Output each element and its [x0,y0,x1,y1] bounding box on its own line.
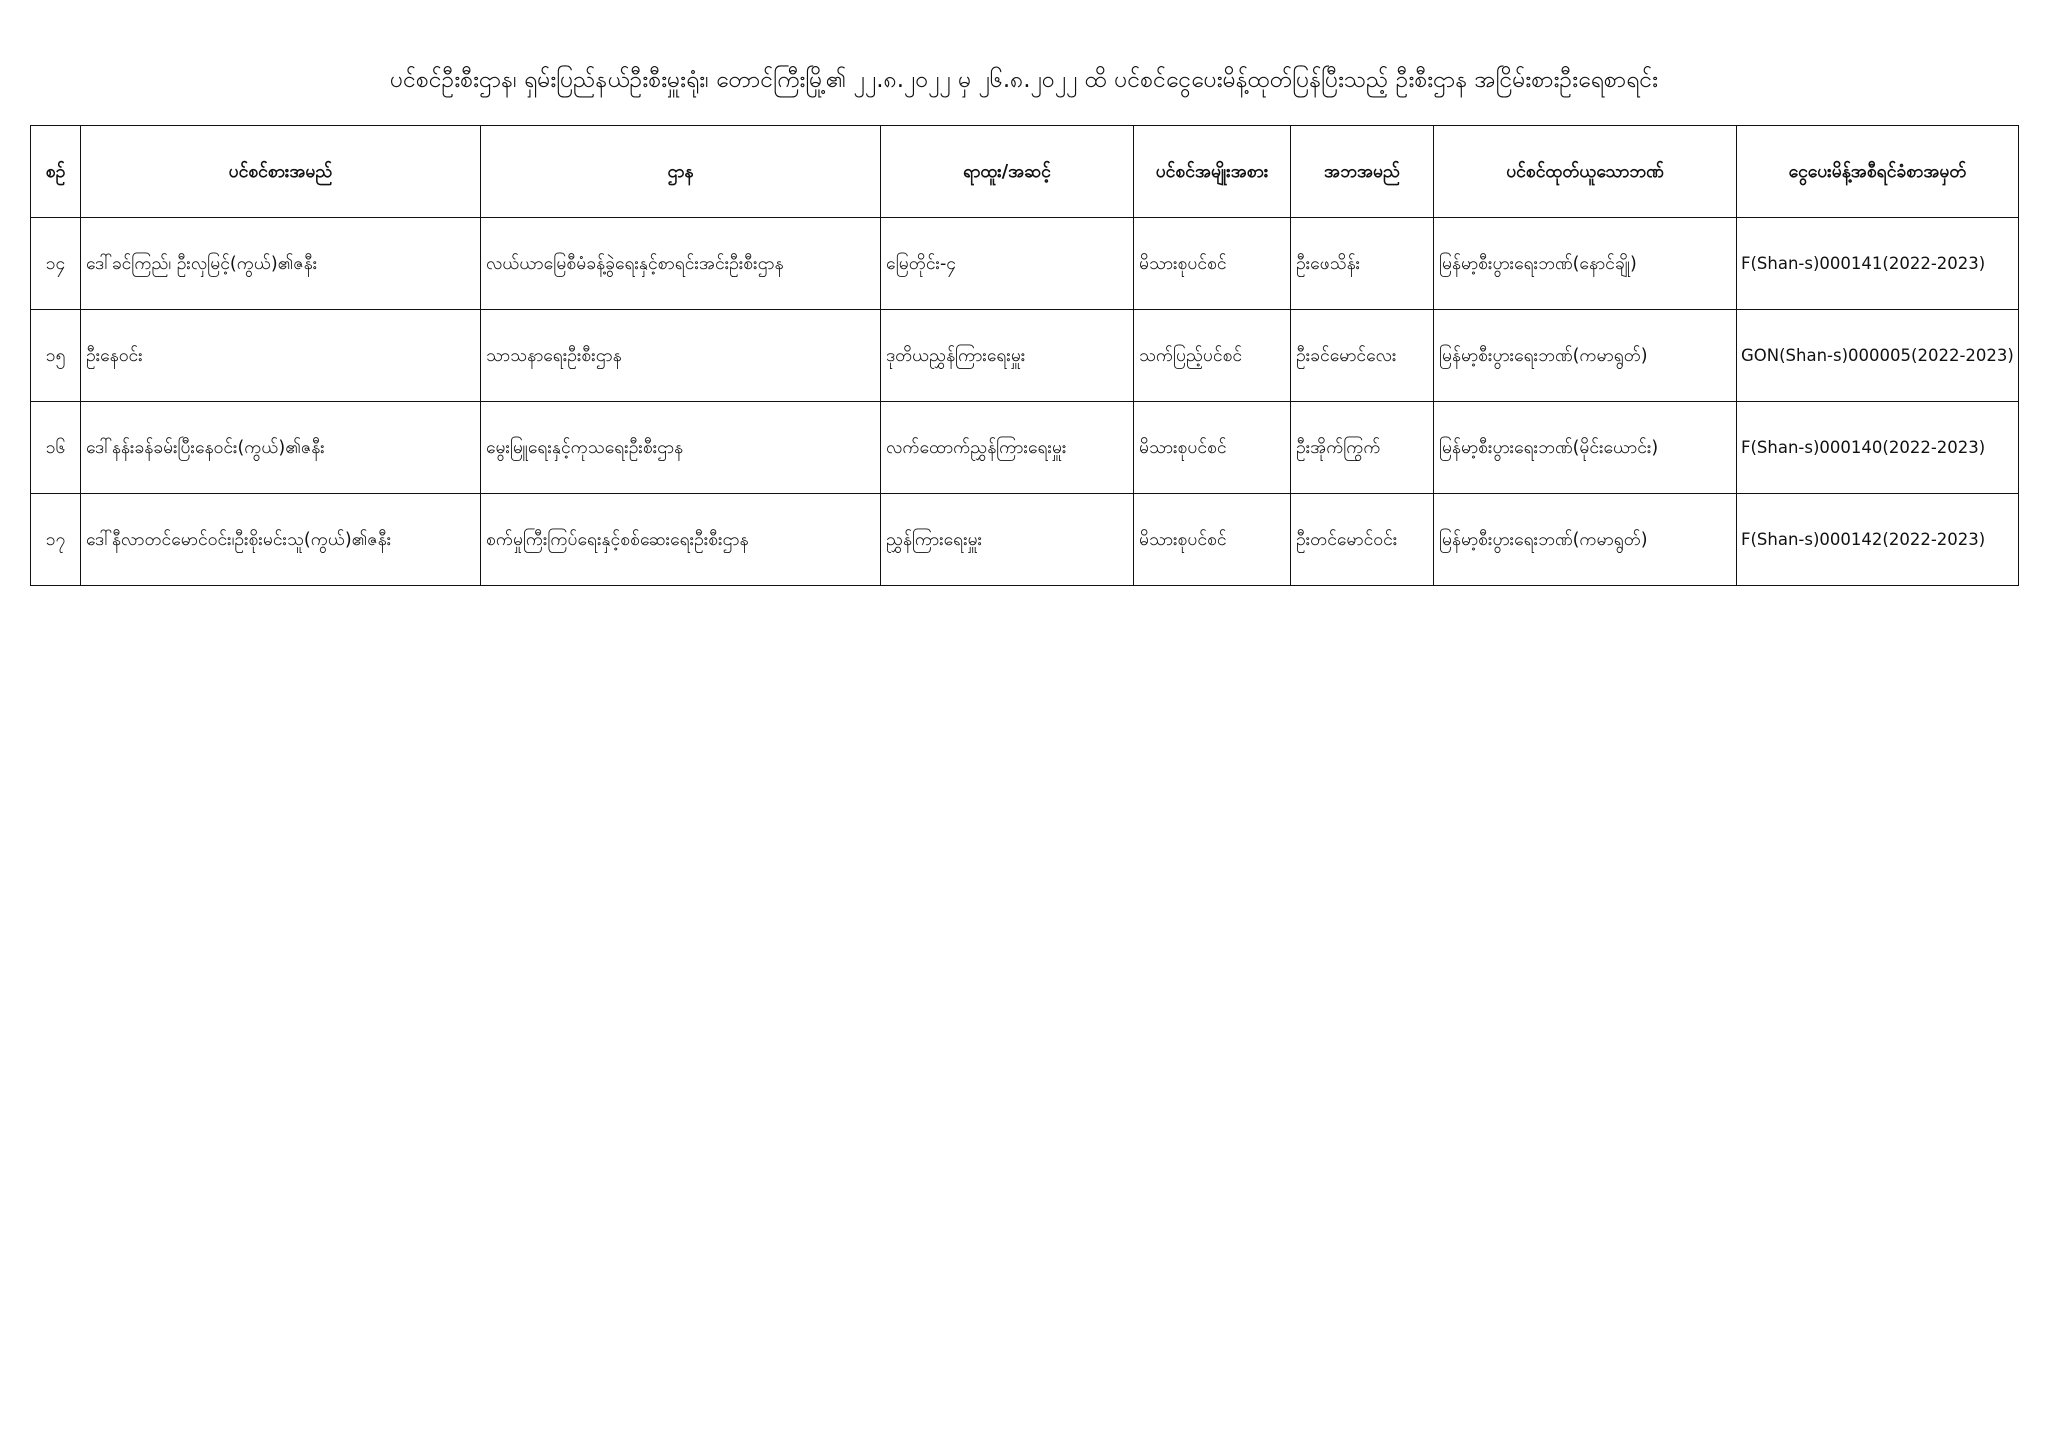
document-title: ပင်စင်ဦးစီးဌာန၊ ရှမ်းပြည်နယ်ဦးစီးမှူးရုံး၊ တောင်ကြီးမြို့၏ ၂၂.၈.၂၀၂၂ မှ ၂၆.၈.၂၀၂၂ ထိ ပင်စင်ငွေပေးမိန့်ထုတ်ပြန်ပြီးသည့် ဦးစီးဌာန အငြိမ်းစားဦးရေစာရင်း [390,67,1658,93]
position-cell: မြေတိုင်း-၄ [881,218,1134,310]
pension-list-table [30,125,2019,586]
table-row [31,218,2019,310]
column-header-pensioner-name: ပင်စင်စားအမည် [81,126,481,218]
position-cell: လက်ထောက်ညွှန်ကြားရေးမှူး [881,402,1134,494]
position-cell: ဒုတိယညွှန်ကြားရေးမှူး [881,310,1134,402]
bank-cell: မြန်မာ့စီးပွားရေးဘဏ်(ကမာရွတ်) [1434,310,1737,402]
serial-no-cell: ၁၇ [31,494,81,586]
department-cell: လယ်ယာမြေစီမံခန့်ခွဲရေးနှင့်စာရင်းအင်းဦးစီးဌာန [481,218,881,310]
bank-cell: မြန်မာ့စီးပွားရေးဘဏ်(မိုင်းယောင်း) [1434,402,1737,494]
father-name-cell: ဦးတင်မောင်ဝင်း [1291,494,1434,586]
pensioner-name-cell: ဒေါ်ခင်ကြည်၊ ဦးလှမြင့်(ကွယ်)၏ဇနီး [81,218,481,310]
department-cell: စက်မှုကြီးကြပ်ရေးနှင့်စစ်ဆေးရေးဦးစီးဌာန [481,494,881,586]
column-header-serial-no: စဉ် [31,126,81,218]
department-cell: သာသနာရေးဦးစီးဌာန [481,310,881,402]
pensioner-name-cell: ဒေါ်နန်းခန်ခမ်းပြီးနေဝင်း(ကွယ်)၏ဇနီး [81,402,481,494]
pension-type-cell: မိသားစုပင်စင် [1134,494,1291,586]
column-header-father-name: အဘအမည် [1291,126,1434,218]
serial-no-cell: ၁၆ [31,402,81,494]
serial-no-cell: ၁၅ [31,310,81,402]
report-no-cell: F(Shan-s)000142(2022-2023) [1737,494,2019,586]
pensioner-name-cell: ဒေါ်နီလာတင်မောင်ဝင်း၊ဦးစိုးမင်းသူ(ကွယ်)၏ဇနီး [81,494,481,586]
column-header-department: ဌာန [481,126,881,218]
serial-no-cell: ၁၄ [31,218,81,310]
pension-type-cell: မိသားစုပင်စင် [1134,402,1291,494]
report-no-cell: F(Shan-s)000140(2022-2023) [1737,402,2019,494]
position-cell: ညွှန်ကြားရေးမှူး [881,494,1134,586]
report-no-cell: F(Shan-s)000141(2022-2023) [1737,218,2019,310]
column-header-pension-type: ပင်စင်အမျိုးအစား [1134,126,1291,218]
father-name-cell: ဦးအိုက်ကြွက် [1291,402,1434,494]
column-header-bank: ပင်စင်ထုတ်ယူသောဘဏ် [1434,126,1737,218]
father-name-cell: ဦးဖေသိန်း [1291,218,1434,310]
table-row [31,310,2019,402]
report-no-cell: GON(Shan-s)000005(2022-2023) [1737,310,2019,402]
pensioner-name-cell: ဦးနေဝင်း [81,310,481,402]
bank-cell: မြန်မာ့စီးပွားရေးဘဏ်(ကမာရွတ်) [1434,494,1737,586]
table-row [31,402,2019,494]
table-row [31,494,2019,586]
table-header-row [31,126,2019,218]
department-cell: မွေးမြူရေးနှင့်ကုသရေးဦးစီးဌာန [481,402,881,494]
column-header-position: ရာထူး/အဆင့် [881,126,1134,218]
bank-cell: မြန်မာ့စီးပွားရေးဘဏ်(နောင်ချို) [1434,218,1737,310]
pension-type-cell: မိသားစုပင်စင် [1134,218,1291,310]
pension-type-cell: သက်ပြည့်ပင်စင် [1134,310,1291,402]
father-name-cell: ဦးခင်မောင်လေး [1291,310,1434,402]
column-header-report-no: ငွေပေးမိန့်အစီရင်ခံစာအမှတ် [1737,126,2019,218]
